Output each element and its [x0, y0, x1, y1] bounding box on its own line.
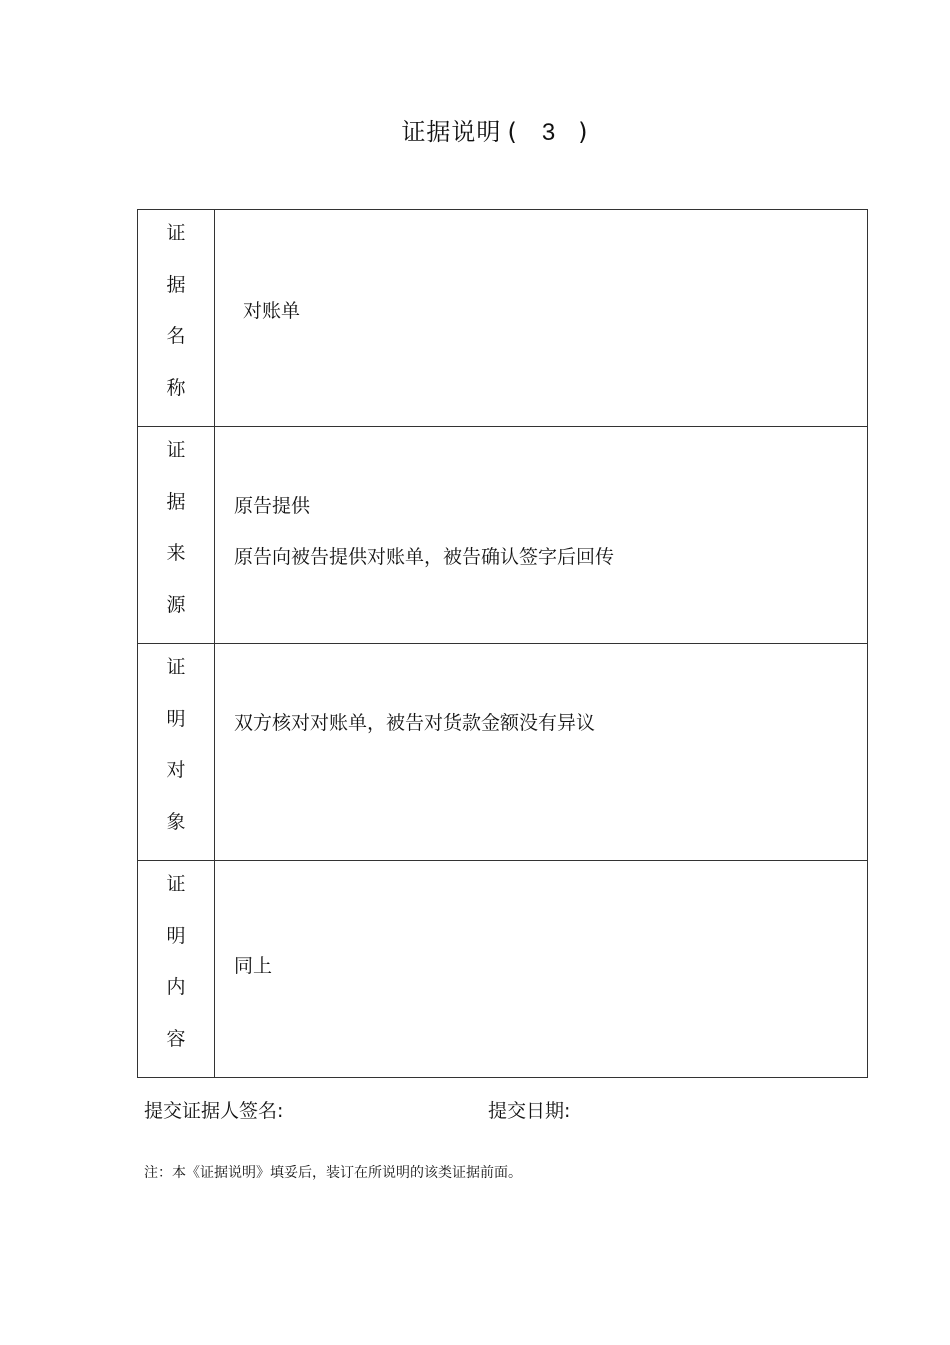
label-char: 容 — [166, 1027, 186, 1050]
content-line: 原告向被告提供对账单，被告确认签字后回传 — [234, 546, 615, 568]
label-char: 证 — [166, 873, 186, 895]
title-text: 证据说明 — [401, 118, 502, 146]
label-char: 称 — [166, 376, 186, 399]
row-label — [138, 210, 214, 426]
row-label-cell — [138, 210, 215, 427]
label-char: 证 — [166, 656, 186, 678]
label-char: 据 — [166, 490, 186, 513]
page-title — [0, 112, 950, 147]
row-content-cell[interactable] — [215, 210, 868, 427]
label-char: 明 — [166, 924, 186, 947]
label-char: 对 — [166, 759, 186, 781]
row-label-cell — [138, 427, 215, 644]
label-char: 据 — [166, 273, 186, 296]
table-row-proof-content — [138, 861, 868, 1078]
table-row-proof-object — [138, 644, 868, 861]
label-char: 源 — [166, 593, 186, 616]
content-line: 同上 — [234, 955, 273, 977]
submitter-signature-label: 提交证据人签名: — [144, 1100, 284, 1122]
row-content — [215, 861, 867, 1004]
footnote: 注：本《证据说明》填妥后，装订在所说明的该类证据前面。 — [144, 1165, 522, 1181]
table-row-evidence-source — [138, 427, 868, 644]
label-char: 内 — [166, 976, 186, 998]
row-label — [138, 427, 214, 643]
row-label-cell — [138, 861, 215, 1078]
row-content-cell[interactable] — [215, 861, 868, 1078]
title-close-paren: ) — [578, 118, 589, 146]
row-content-cell[interactable] — [215, 427, 868, 644]
row-label — [138, 644, 214, 860]
title-open-paren: ( — [507, 118, 518, 146]
row-label — [138, 861, 214, 1077]
content-line: 对账单 — [243, 300, 301, 322]
evidence-table — [137, 209, 868, 1078]
content-line: 原告提供 — [234, 495, 311, 517]
row-content — [215, 427, 867, 595]
label-char: 证 — [166, 439, 186, 461]
title-number: 3 — [541, 119, 557, 146]
submit-date-label: 提交日期: — [488, 1100, 571, 1122]
content-line: 双方核对对账单，被告对货款金额没有异议 — [234, 712, 596, 734]
label-char: 证 — [166, 222, 186, 244]
row-content — [215, 210, 867, 349]
label-char: 明 — [166, 707, 186, 730]
label-char: 象 — [166, 810, 186, 833]
row-label-cell — [138, 644, 215, 861]
table-row-evidence-name — [138, 210, 868, 427]
label-char: 来 — [166, 542, 186, 564]
row-content-cell[interactable] — [215, 644, 868, 861]
row-content — [215, 644, 867, 761]
label-char: 名 — [166, 325, 186, 347]
